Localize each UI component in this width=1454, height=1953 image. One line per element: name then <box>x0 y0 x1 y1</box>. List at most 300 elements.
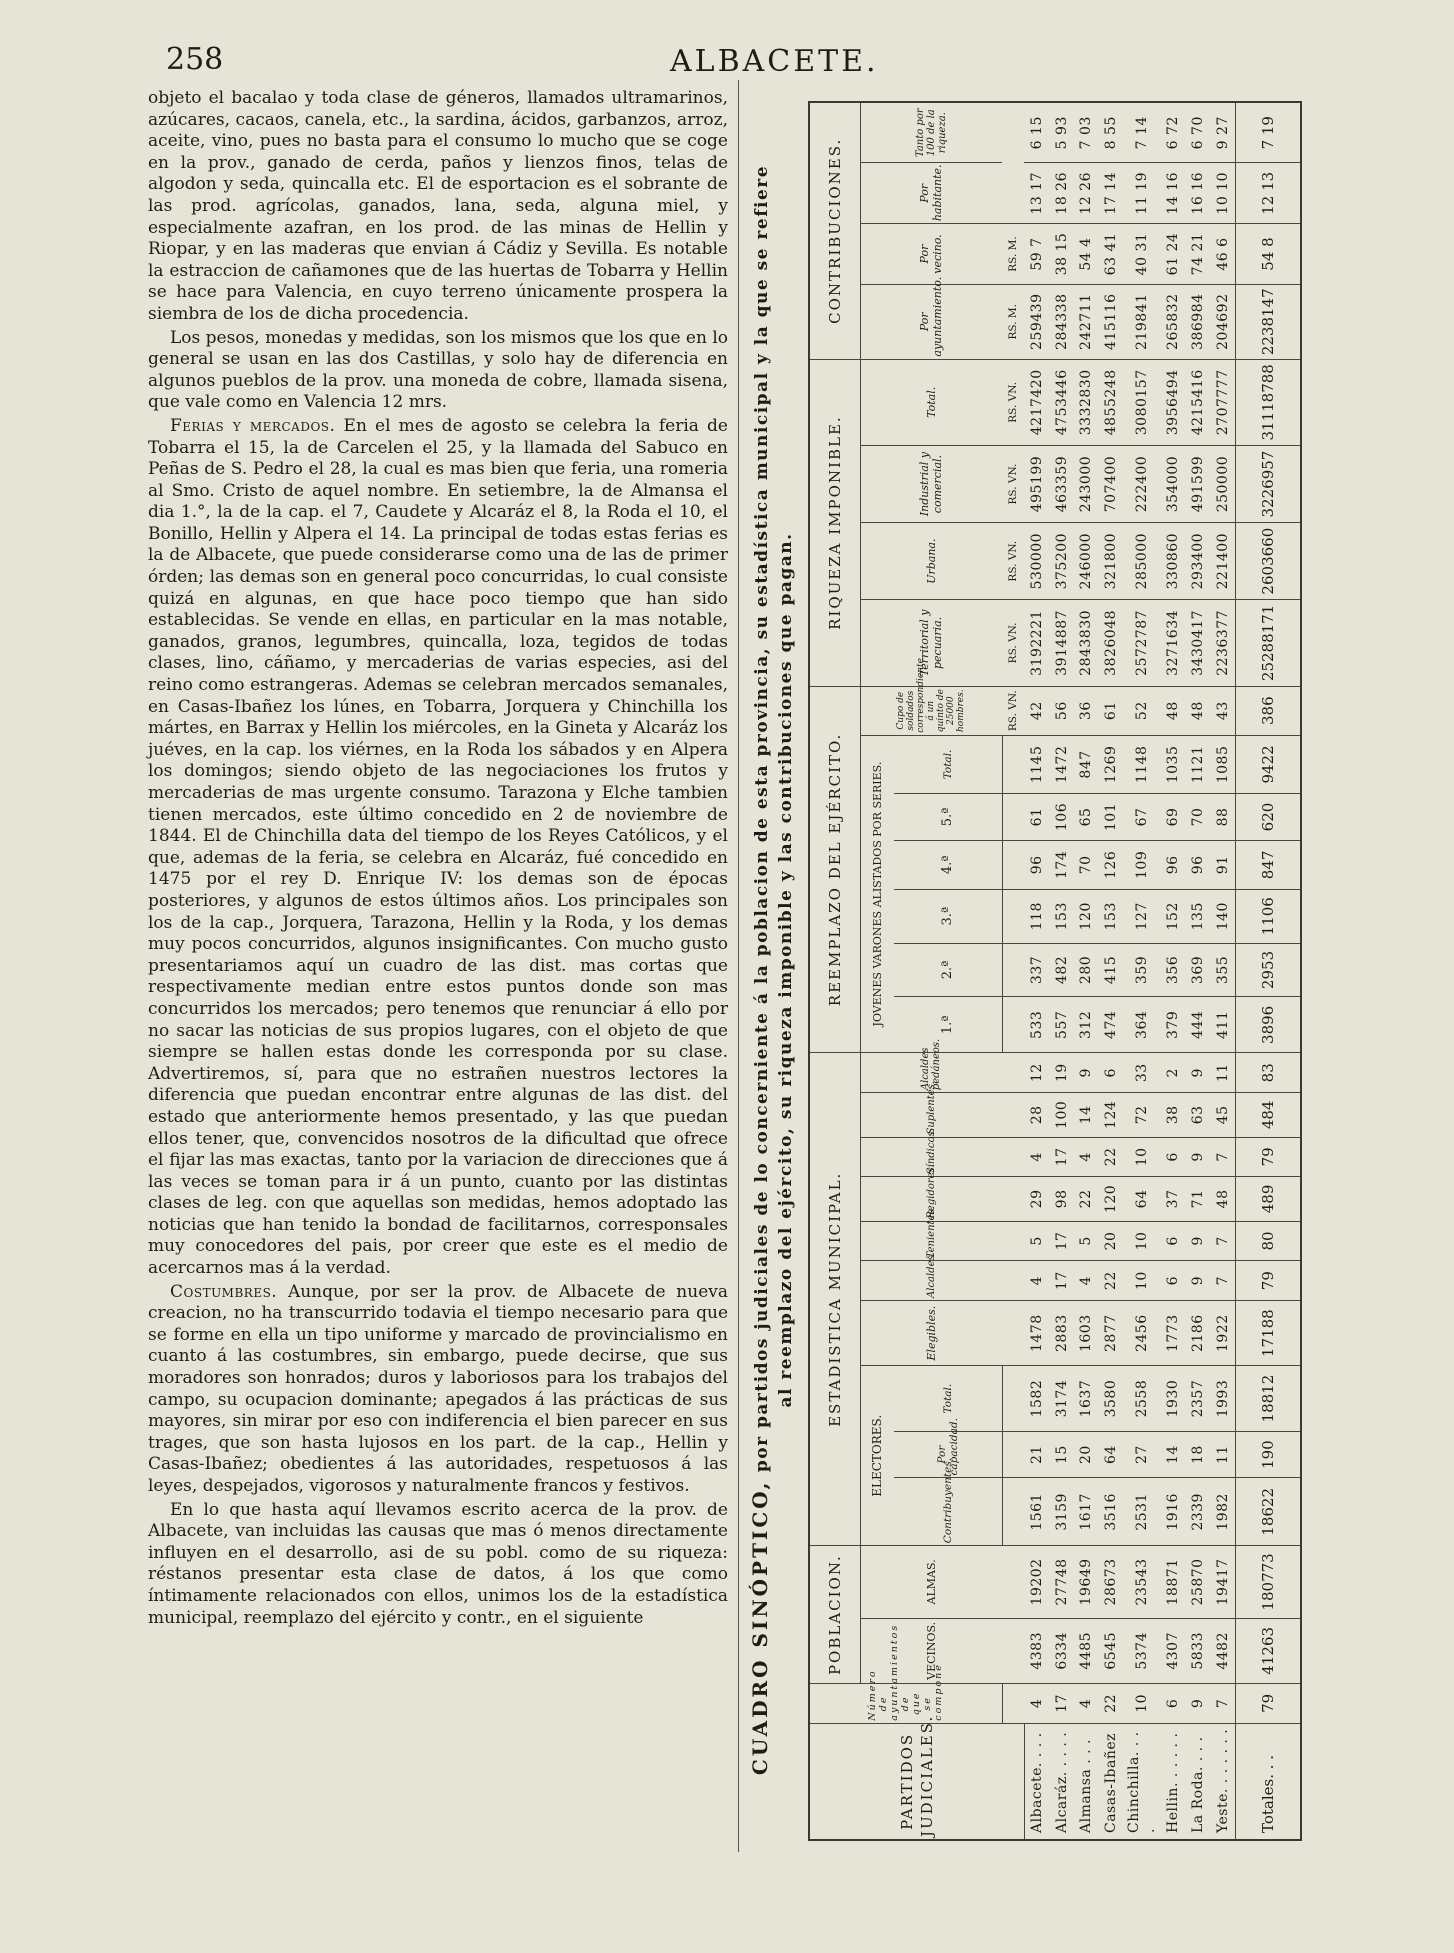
table-cell: 96 <box>1186 840 1211 889</box>
table-cell: 88 <box>1210 794 1235 841</box>
col-serie-2: 2.ª <box>894 943 1003 997</box>
col-total-riqueza: Total. <box>860 359 1002 445</box>
table-cell: 27 <box>1123 1431 1161 1478</box>
table-cell: 6 72 <box>1161 102 1186 163</box>
col-suplentes: Suplentes. <box>860 1093 1002 1137</box>
table-row <box>1161 102 1186 1840</box>
partidos-header <box>809 1714 1024 1840</box>
page-number: 258 <box>166 42 224 77</box>
table-cell: 1145 <box>1024 735 1049 793</box>
table-cell: 4 <box>1074 1137 1099 1177</box>
table-cell: 16 16 <box>1186 163 1211 224</box>
table-cell: 2843830 <box>1074 600 1099 686</box>
table-cell: 4 <box>1074 1261 1099 1301</box>
table-cell: 37 <box>1161 1177 1186 1221</box>
table-cell: 7 <box>1210 1137 1235 1177</box>
table-cell: 444 <box>1186 997 1211 1053</box>
table-cell: 463359 <box>1049 446 1074 523</box>
table-cell: 7 19 <box>1236 102 1301 163</box>
table-cell: 3271634 <box>1161 600 1186 686</box>
table-cell: 2531 <box>1123 1478 1161 1546</box>
caption-line-1: por partidos judiciales de lo concerniente á la poblacion de esta provincia, su estadística municipal y la que se refiere <box>752 164 772 1473</box>
table-cell: 1993 <box>1210 1366 1235 1431</box>
partido-name: Totales. . . <box>1236 1723 1301 1840</box>
col-almas: ALMAS. <box>860 1546 1002 1618</box>
table-cell: 3226957 <box>1236 446 1301 523</box>
paragraph-body: En el mes de agosto se celebra la feria de Tobarra el 15, la de Carcelen el 25, y la llamada del Sabuco en Peñas de S. Pedro el 28, la cual es mas bien que feria, una romeria al Smo. Cristo de aquel nombre. En setiembre, la de Almansa el dia 1.°, la de la cap. el 7, Caudete y Alcaráz el 8, la Roda el 10, el Bonillo, Hellin y Alpera el 14. La principal de todas estas ferias es la de Albacete, que puede considerarse como una de las de primer órden; las demas son en general poco concurridas, lo cual consiste quizá en algunas, en que hace poco tiempo que han sido establecidas. Se vende en ellas, en particular en la mas notable, ganados, granos, legumbres, quincalla, loza, tegidos de todas clases, lino, cáñamo, y mercaderias de varias especies, asi del reino como estrangeras. Ademas se celebran mercados semanales, en Casas-Ibañez los lúnes, en Tobarra, Jorquera y Chinchilla los mártes, en Barrax y Hellin los miércoles, en la Gineta y Alcaráz los juéves, en la cap. los viérnes, en la Roda los sábados y en Alpera los domingos; siendo objeto de las negociaciones los frutos y mercaderias de mas urgente consumo. Tarazona y Elche tambien tienen mercados, este último concedido en 2 de noviembre de 1844. El de Chinchilla data del tiempo de los Reyes Católicos, y el que, ademas de la feria, se celebra en Alcaráz, fué concedido en 1475 por el rey D. Enrique IV: los demas son de épocas posteriores, y algunos de estos últimos años. Los principales son los de la cap., Jorquera, Tarazona, Hellin y la Roda, y los demas muy pocos concurridos, algunos insignificantes. Con mucho gusto presentariamos aquí un cuadro de las dist. mas cortas que respectivamente median entre estos puntos donde son mas concurridos los mercados; pero tenemos que renunciar á ello por no sacar las noticias de sus propios lugares, con el objeto de que siempre se hallen estas donde les corresponda por su clase. Advertiremos, sí, para que no estrañen nuestros lectores la diferencia que puedan encontrar entre algunas de las dist. del estado que anteriormente hemos presentado, y las que puedan ellos tener, que, convencidos nosotros de la dificultad que ofrece el fijar las mas exactas, tanto por la variacion de direcciones que á las veces se toman para ir á un punto, cuanto por las distintas clases de leg. con que aquellas son medidas, hemos adoptado las noticias que han tenido la bondad de facilitarnos, corresponsales muy conocedores del pais, por creer que este es el medio de acercarnos mas á la verdad. <box>148 415 728 1279</box>
table-cell: 12 26 <box>1074 163 1099 224</box>
table-cell: 29 <box>1024 1177 1049 1221</box>
table-cell: 1561 <box>1024 1478 1049 1546</box>
table-cell: 474 <box>1099 997 1124 1053</box>
table-cell: 18812 <box>1236 1366 1301 1431</box>
table-cell: 9422 <box>1236 735 1301 793</box>
table-cell: 14 16 <box>1161 163 1186 224</box>
rotated-table-block <box>742 85 1308 1855</box>
table-cell: 71 <box>1186 1177 1211 1221</box>
paragraph-body: Aunque, por ser la prov. de Albacete de nueva creacion, no ha transcurrido todavia el tiempo necesario para que se forme en ella un tipo uniforme y marcado de provincialismo en cuanto á las costumbres, sin embargo, puede decirse, que sus moradores son honrados; duros y laboriosos para los trabajos del campo, su ocupacion dominante; apegados á las prácticas de sus mayores, sin mirar por eso con indiferencia el bien parecer en sus trages, que son hasta lujosos en los part. de la cap., Hellin y Casas-Ibañez; obedientes á las autoridades, respetuosos á las leyes, despejados, vigorosos y naturalmente francos y festivos. <box>148 1281 729 1496</box>
column-divider <box>738 80 739 1852</box>
table-cell: 28 <box>1024 1093 1049 1137</box>
table-cell: 19202 <box>1024 1546 1049 1618</box>
table-cell: 2883 <box>1049 1301 1074 1366</box>
table-cell: 63 <box>1186 1093 1211 1137</box>
table-cell: 17 <box>1049 1684 1074 1724</box>
section-lead: Costumbres. <box>170 1281 278 1302</box>
table-cell: 22 <box>1099 1684 1124 1724</box>
table-cell: 79 <box>1236 1261 1301 1301</box>
table-cell: 27748 <box>1049 1546 1074 1618</box>
paragraph: En lo que hasta aquí llevamos escrito acerca de la prov. de Albacete, van incluidas las causas que mas ó menos directamente influyen en el desarrollo, asi de su pobl. como de su riqueza: réstanos presentar esta clase de datos, á los que como íntimamente relacionados con ellos, unimos los de la estadística municipal, reemplazo del ejército y contr., en el siguiente <box>148 1499 728 1628</box>
table-cell: 64 <box>1123 1177 1161 1221</box>
table-cell: 3080157 <box>1123 359 1161 445</box>
partidos-label: PARTIDOS <box>897 1732 916 1830</box>
table-cell: 1478 <box>1024 1301 1049 1366</box>
paragraph: objeto el bacalao y toda clase de géneros, llamados ultramarinos, azúcares, cacaos, canela, etc., la sardina, ácidos, garbanzos, arroz, aceite, vino, pues no basta para el consumo lo mucho que se coge en la prov., ganado de cerda, paños y lienzos finos, telas de algodon y seda, quincalla etc. El de esportacion es el sobrante de las prod. agrícolas, ganados, lana, seda, alguna miel, y especialmente azafran, en los prod. de las minas de Hellin y Riopar, y en las maderas que envian á Cádiz y Sevilla. Es notable la estraccion de cañamones que de las huertas de Tobarra y Hellin se hace para Valencia, en cuyo terreno únicamente prospera la siembra de los de dicha procedencia. <box>148 88 728 324</box>
table-cell: 61 24 <box>1161 224 1186 285</box>
table-cell: 45 <box>1210 1093 1235 1137</box>
table-cell: 2707777 <box>1210 359 1235 445</box>
table-cell: 491599 <box>1186 446 1211 523</box>
judiciales-label: JUDICIALES. <box>917 1714 936 1837</box>
col-alcaldes: Alcaldes. <box>860 1261 1002 1301</box>
table-cell: 152 <box>1161 889 1186 943</box>
table-cell: 17 <box>1049 1137 1074 1177</box>
group-header-row <box>809 102 860 1840</box>
partido-name: Almansa . . . <box>1074 1723 1099 1840</box>
table-cell: 19649 <box>1074 1546 1099 1618</box>
table-cell: 10 10 <box>1210 163 1235 224</box>
table-cell: 4 <box>1074 1684 1099 1724</box>
unit-label: RS. M. <box>1002 284 1024 359</box>
table-cell: 2357 <box>1186 1366 1211 1431</box>
partido-name: Albacete. . . . <box>1024 1723 1049 1840</box>
table-cell: 489 <box>1236 1177 1301 1221</box>
col-vecinos: VECINOS. <box>860 1618 1002 1683</box>
table-cell: 330860 <box>1161 523 1186 600</box>
table-cell: 3914887 <box>1049 600 1074 686</box>
table-cell: 74 21 <box>1186 224 1211 285</box>
unit-label: RS. VN. <box>1002 446 1024 523</box>
table-cell: 4 <box>1024 1137 1049 1177</box>
table-cell: 321800 <box>1099 523 1124 600</box>
table-cell: 126 <box>1099 840 1124 889</box>
table-cell: 482 <box>1049 943 1074 997</box>
table-cell: 355 <box>1210 943 1235 997</box>
col-territorial: Territorial y pecuaria. <box>860 600 1002 686</box>
table-cell: 10 <box>1123 1221 1161 1261</box>
table-cell: 101 <box>1099 794 1124 841</box>
table-cell: 3174 <box>1049 1366 1074 1431</box>
table-cell: 265832 <box>1161 284 1186 359</box>
table-cell: 1773 <box>1161 1301 1186 1366</box>
table-cell: 1922 <box>1210 1301 1235 1366</box>
col-num-ayunt: Número de ayuntamientos de que se compone <box>809 1684 1002 1724</box>
table-cell: 70 <box>1186 794 1211 841</box>
subgroup-header-row <box>860 102 894 1840</box>
table-cell: 61 <box>1024 794 1049 841</box>
table-cell: 69 <box>1161 794 1186 841</box>
table-cell: 364 <box>1123 997 1161 1053</box>
table-cell: 4855248 <box>1099 359 1124 445</box>
table-cell: 22 <box>1074 1177 1099 1221</box>
table-cell: 533 <box>1024 997 1049 1053</box>
table-cell: 20 <box>1074 1431 1099 1478</box>
table-cell: 356 <box>1161 943 1186 997</box>
table-cell: 67 <box>1123 794 1161 841</box>
table-cell: 23543 <box>1123 1546 1161 1618</box>
table-cell: 620 <box>1236 794 1301 841</box>
unit-label: RS. VN. <box>1002 359 1024 445</box>
table-cell: 9 <box>1186 1221 1211 1261</box>
table-cell: 6545 <box>1099 1618 1124 1683</box>
table-cell: 2186 <box>1186 1301 1211 1366</box>
table-row <box>1024 102 1049 1840</box>
unit-label: RS. M. <box>1002 224 1024 285</box>
col-total-jovenes: Total. <box>894 735 1003 793</box>
table-cell: 1582 <box>1024 1366 1049 1431</box>
table-cell: 174 <box>1049 840 1074 889</box>
table-cell: 3826048 <box>1099 600 1124 686</box>
table-cell: 243000 <box>1074 446 1099 523</box>
table-cell: 48 <box>1161 686 1186 735</box>
table-cell: 3430417 <box>1186 600 1211 686</box>
table-cell: 9 <box>1186 1261 1211 1301</box>
table-cell: 20 <box>1099 1221 1124 1261</box>
page-title: ALBACETE. <box>670 44 879 79</box>
table-cell: 4215416 <box>1186 359 1211 445</box>
paragraph <box>148 1282 728 1498</box>
col-serie-1: 1.ª <box>894 997 1003 1053</box>
table-cell: 259439 <box>1024 284 1049 359</box>
table-cell: 7 03 <box>1074 102 1099 163</box>
table-cell: 140 <box>1210 889 1235 943</box>
table-cell: 2558 <box>1123 1366 1161 1431</box>
table-cell: 4485 <box>1074 1618 1099 1683</box>
col-serie-3: 3.ª <box>894 889 1003 943</box>
table-cell: 124 <box>1099 1093 1124 1137</box>
table-cell: 14 <box>1161 1431 1186 1478</box>
unit-label: RS. VN. <box>1002 600 1024 686</box>
table-cell: 530000 <box>1024 523 1049 600</box>
table-cell: 19417 <box>1210 1546 1235 1618</box>
table-cell: 2 <box>1161 1053 1186 1093</box>
table-cell: 847 <box>1236 840 1301 889</box>
table-cell: 246000 <box>1074 523 1099 600</box>
table-cell: 61 <box>1099 686 1124 735</box>
col-cupo: Cupo de soldados correspondiente á un quinto de 25000 hombres. <box>860 686 1002 735</box>
table-cell: 48 <box>1186 686 1211 735</box>
table-cell: 4307 <box>1161 1618 1186 1683</box>
paragraph: Los pesos, monedas y medidas, son los mismos que los que en lo general se usan en las dos Castillas, y solo hay de diferencia en algunos pueblos de la prov. una moneda de cobre, llamada sisena, que vale como en Valencia 12 mrs. <box>148 327 729 413</box>
table-cell: 7 14 <box>1123 102 1161 163</box>
unit-label: RS. VN. <box>1002 523 1024 600</box>
col-total-electores: Total. <box>894 1366 1003 1431</box>
table-cell: 386 <box>1236 686 1301 735</box>
table-cell: 12 <box>1024 1053 1049 1093</box>
table-cell: 12 13 <box>1236 163 1301 224</box>
table-cell: 10 <box>1123 1261 1161 1301</box>
table-cell: 43 <box>1210 686 1235 735</box>
table-cell: 6 <box>1161 1684 1186 1724</box>
totals-row <box>1236 102 1301 1840</box>
table-cell: 5374 <box>1123 1618 1161 1683</box>
group-contribuciones: CONTRIBUCIONES. <box>809 102 860 359</box>
table-cell: 4482 <box>1210 1618 1235 1683</box>
table-cell: 5 <box>1024 1221 1049 1261</box>
table-cell: 83 <box>1236 1053 1301 1093</box>
table-cell: 22 <box>1099 1137 1124 1177</box>
table-cell: 219841 <box>1123 284 1161 359</box>
table-cell: 15 <box>1049 1431 1074 1478</box>
table-cell: 153 <box>1049 889 1074 943</box>
table-row <box>1123 102 1161 1840</box>
table-cell: 6 <box>1161 1261 1186 1301</box>
table-cell: 9 <box>1074 1053 1099 1093</box>
table-cell: 495199 <box>1024 446 1049 523</box>
table-cell: 180773 <box>1236 1546 1301 1618</box>
table-cell: 2877 <box>1099 1301 1124 1366</box>
col-sindicos: Síndicos. <box>860 1137 1002 1177</box>
table-cell: 36 <box>1074 686 1099 735</box>
table-cell: 222400 <box>1123 446 1161 523</box>
col-contribuyentes: Contribuyentes. <box>894 1478 1003 1546</box>
table-cell: 6 <box>1099 1053 1124 1093</box>
table-cell: 79 <box>1236 1684 1301 1724</box>
col-por-ayuntamiento: Por ayuntamiento. <box>860 284 1002 359</box>
table-cell: 6 <box>1161 1137 1186 1177</box>
table-cell: 8 55 <box>1099 102 1124 163</box>
col-por-vecino: Por vecino. <box>860 224 1002 285</box>
table-cell: 312 <box>1074 997 1099 1053</box>
table-cell: 284338 <box>1049 284 1074 359</box>
synoptic-table <box>808 101 1302 1841</box>
table-cell: 7 <box>1210 1684 1235 1724</box>
subgroup-electores: ELECTORES. <box>860 1366 894 1546</box>
table-cell: 5 93 <box>1049 102 1074 163</box>
table-cell: 120 <box>1074 889 1099 943</box>
table-cell: 1982 <box>1210 1478 1235 1546</box>
table-cell: 31118788 <box>1236 359 1301 445</box>
table-cell: 100 <box>1049 1093 1074 1137</box>
table-cell: 354000 <box>1161 446 1186 523</box>
table-cell: 280 <box>1074 943 1099 997</box>
group-riqueza: RIQUEZA IMPONIBLE. <box>809 359 860 686</box>
table-cell: 285000 <box>1123 523 1161 600</box>
table-cell: 1035 <box>1161 735 1186 793</box>
table-cell: 359 <box>1123 943 1161 997</box>
table-cell: 4383 <box>1024 1618 1049 1683</box>
col-industrial: Industrial y comercial. <box>860 446 1002 523</box>
table-cell: 386984 <box>1186 284 1211 359</box>
table-cell: 369 <box>1186 943 1211 997</box>
table-cell: 4753446 <box>1049 359 1074 445</box>
table-cell: 10 <box>1123 1137 1161 1177</box>
table-cell: 5 <box>1074 1221 1099 1261</box>
table-cell: 1085 <box>1210 735 1235 793</box>
partido-name: Alcaráz. . . . . <box>1049 1723 1074 1840</box>
table-cell: 18 <box>1186 1431 1211 1478</box>
table-cell: 54 8 <box>1236 224 1301 285</box>
table-cell: 17188 <box>1236 1301 1301 1366</box>
table-cell: 19 <box>1049 1053 1074 1093</box>
table-cell: 72 <box>1123 1093 1161 1137</box>
table-cell: 38 <box>1161 1093 1186 1137</box>
table-cell: 5833 <box>1186 1618 1211 1683</box>
units-row <box>1002 102 1024 1840</box>
table-cell: 64 <box>1099 1431 1124 1478</box>
table-cell: 2456 <box>1123 1301 1161 1366</box>
table-cell: 2339 <box>1186 1478 1211 1546</box>
table-cell: 38 15 <box>1049 224 1074 285</box>
table-cell: 2953 <box>1236 943 1301 997</box>
table-cell: 242711 <box>1074 284 1099 359</box>
table-cell: 415116 <box>1099 284 1124 359</box>
caption-line-2: al reemplazo del ejército, su riqueza imponible y las contribuciones que pagan. <box>776 532 796 1408</box>
table-cell: 11 <box>1210 1431 1235 1478</box>
table-cell: 2238147 <box>1236 284 1301 359</box>
table-cell: 21 <box>1024 1431 1049 1478</box>
table-cell: 91 <box>1210 840 1235 889</box>
table-cell: 1269 <box>1099 735 1124 793</box>
table-cell: 1148 <box>1123 735 1161 793</box>
table-cell: 9 <box>1186 1684 1211 1724</box>
table-cell: 10 <box>1123 1684 1161 1724</box>
group-reemplazo: REEMPLAZO DEL EJÉRCITO. <box>809 686 860 1053</box>
table-cell: 847 <box>1074 735 1099 793</box>
table-cell: 22 <box>1099 1261 1124 1301</box>
table-cell: 80 <box>1236 1221 1301 1261</box>
table-cell: 221400 <box>1210 523 1235 600</box>
col-urbana: Urbana. <box>860 523 1002 600</box>
partido-name: Yeste. . . . . . . <box>1210 1723 1235 1840</box>
partido-name: Chinchilla. . . . <box>1123 1723 1161 1840</box>
table-cell: 40 31 <box>1123 224 1161 285</box>
table-cell: 3516 <box>1099 1478 1124 1546</box>
table-row <box>1049 102 1074 1840</box>
table-cell: 127 <box>1123 889 1161 943</box>
paragraph <box>148 416 728 1280</box>
table-cell: 65 <box>1074 794 1099 841</box>
group-poblacion: POBLACION. <box>809 1546 860 1684</box>
table-cell: 25288171 <box>1236 600 1301 686</box>
table-cell: 6334 <box>1049 1618 1074 1683</box>
table-cell: 2572787 <box>1123 600 1161 686</box>
table-cell: 54 4 <box>1074 224 1099 285</box>
table-cell: 11 <box>1210 1053 1235 1093</box>
col-alcaldes-pedaneos: Alcaldes pedáneos. <box>860 1053 1002 1093</box>
col-serie-5: 5.ª <box>894 794 1003 841</box>
table-cell: 11 19 <box>1123 163 1161 224</box>
table-cell: 7 <box>1210 1261 1235 1301</box>
table-row <box>1186 102 1211 1840</box>
table-cell: 96 <box>1161 840 1186 889</box>
col-tanto-por-100: Tanto por 100 de la riqueza. <box>860 102 1002 163</box>
table-cell: 52 <box>1123 686 1161 735</box>
table-cell: 1930 <box>1161 1366 1186 1431</box>
table-cell: 25870 <box>1186 1546 1211 1618</box>
table-cell: 109 <box>1123 840 1161 889</box>
table-cell: 59 7 <box>1024 224 1049 285</box>
table-cell: 46 6 <box>1210 224 1235 285</box>
table-cell: 3192221 <box>1024 600 1049 686</box>
group-estadistica: ESTADISTICA MUNICIPAL. <box>809 1053 860 1546</box>
table-cell: 13 17 <box>1024 163 1049 224</box>
table-cell: 557 <box>1049 997 1074 1053</box>
table-cell: 153 <box>1099 889 1124 943</box>
table-cell: 18622 <box>1236 1478 1301 1546</box>
table-cell: 70 <box>1074 840 1099 889</box>
caption-lead: CUADRO SINÓPTICO, <box>748 1479 772 1776</box>
table-cell: 1617 <box>1074 1478 1099 1546</box>
table-cell: 2603660 <box>1236 523 1301 600</box>
col-por-capacidad: Por capacidad. <box>894 1431 1003 1478</box>
col-tenientes: Tenientes. <box>860 1221 1002 1261</box>
table-cell: 1916 <box>1161 1478 1186 1546</box>
table-cell: 1637 <box>1074 1366 1099 1431</box>
table-cell: 135 <box>1186 889 1211 943</box>
table-cell: 415 <box>1099 943 1124 997</box>
table-body <box>1024 102 1301 1840</box>
table-cell: 17 14 <box>1099 163 1124 224</box>
table-cell: 6 <box>1161 1221 1186 1261</box>
table-cell: 379 <box>1161 997 1186 1053</box>
table-cell: 33 <box>1123 1053 1161 1093</box>
table-cell: 4 <box>1024 1261 1049 1301</box>
text-column <box>148 88 728 1631</box>
table-row <box>1099 102 1124 1840</box>
table-cell: 28673 <box>1099 1546 1124 1618</box>
col-por-habitante: Por habitante. <box>860 163 1002 224</box>
table-cell: 120 <box>1099 1177 1124 1221</box>
table-cell: 17 <box>1049 1261 1074 1301</box>
table-row <box>1210 102 1235 1840</box>
table-cell: 484 <box>1236 1093 1301 1137</box>
table-cell: 9 <box>1186 1053 1211 1093</box>
table-cell: 14 <box>1074 1093 1099 1137</box>
table-cell: 1603 <box>1074 1301 1099 1366</box>
partido-name: Casas-Ibañez <box>1099 1723 1124 1840</box>
col-elegibles: Elegibles. <box>860 1301 1002 1366</box>
table-cell: 293400 <box>1186 523 1211 600</box>
table-cell: 3896 <box>1236 997 1301 1053</box>
table-cell: 204692 <box>1210 284 1235 359</box>
col-serie-4: 4.ª <box>894 840 1003 889</box>
table-cell: 9 <box>1186 1137 1211 1177</box>
table-cell: 7 <box>1210 1221 1235 1261</box>
table-cell: 190 <box>1236 1431 1301 1478</box>
table-cell: 411 <box>1210 997 1235 1053</box>
